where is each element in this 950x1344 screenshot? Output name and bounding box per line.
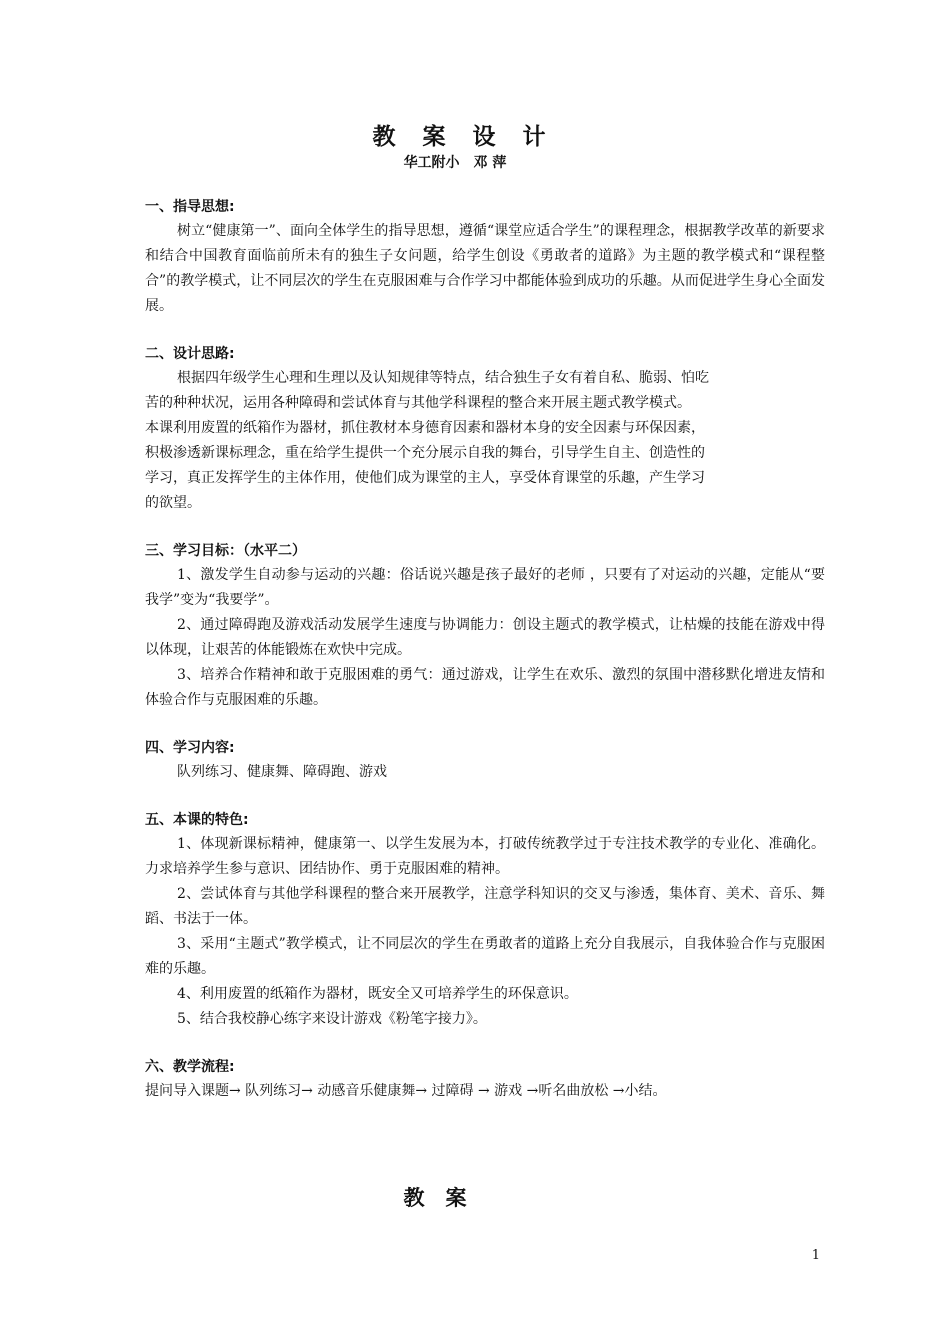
goal-item: 1、激发学生自动参与运动的兴趣：俗话说兴趣是孩子最好的老师 ，只要有了对运动的兴趣，定能从“要我学”变为“我要学”。 [145, 567, 825, 608]
section-design-idea [145, 342, 825, 516]
section-heading: 一、指导思想: [145, 199, 235, 215]
paragraph-line: 积极渗透新课标理念，重在给学生提供一个充分展示自我的舞台，引导学生自主、创造性的 [145, 445, 705, 461]
section-guiding-thought [145, 195, 825, 319]
paragraph-line: 根据四年级学生心理和生理以及认知规律等特点，结合独生子女有着自私、脆弱、怕吃 [177, 370, 709, 386]
section-heading: 四、学习内容: [145, 740, 235, 756]
document-title: 教 案 设 计 [372, 124, 548, 150]
section-learning-goals [145, 539, 825, 713]
paragraph-line: 学习，真正发挥学生的主体作用，使他们成为课堂的主人，享受体育课堂的乐趣，产生学习 [145, 470, 705, 486]
section-features [145, 808, 825, 1032]
section-heading: 三、学习目标：（水平二） [145, 543, 306, 559]
section-learning-content [145, 736, 825, 785]
paragraph-line: 本课利用废置的纸箱作为器材，抓住教材本身德育因素和器材本身的安全因素与环保因素， [145, 420, 705, 436]
paragraph: 树立“健康第一”、面向全体学生的指导思想，遵循“课堂应适合学生”的课程理念，根据教学改革的新要求和结合中国教育面临前所未有的独生子女问题，给学生创设《勇敢者的道路》为主题的教学模式和“课程整合”的教学模式，让不同层次的学生在克服困难与合作学习中都能体验到成功的乐趣。从而促进学生身心全面发展。 [145, 223, 825, 314]
section-heading: 五、本课的特色: [145, 812, 249, 828]
goal-item: 2、通过障碍跑及游戏活动发展学生速度与协调能力：创设主题式的教学模式，让枯燥的技能在游戏中得以体现，让艰苦的体能锻炼在欢快中完成。 [145, 617, 825, 658]
feature-item: 3、采用“主题式”教学模式，让不同层次的学生在勇敢者的道路上充分自我展示，自我体验合作与克服困难的乐趣。 [145, 936, 825, 977]
page-number: 1 [811, 1248, 820, 1263]
paragraph-line: 苦的种种状况，运用各种障碍和尝试体育与其他学科课程的整合来开展主题式教学模式。 [145, 395, 691, 411]
section-teaching-flow [145, 1055, 825, 1104]
lesson-plan-title: 教 案 [403, 1186, 467, 1210]
section-heading: 二、设计思路: [145, 346, 235, 362]
paragraph: 队列练习、健康舞、障碍跑、游戏 [177, 764, 387, 780]
paragraph-line: 的欲望。 [145, 495, 201, 511]
document-body [145, 195, 825, 1127]
feature-item: 5、结合我校静心练字来设计游戏《粉笔字接力》。 [177, 1011, 487, 1027]
author-line: 华工附小 邓 萍 [403, 155, 507, 171]
feature-item: 2、尝试体育与其他学科课程的整合来开展教学，注意学科知识的交叉与渗透，集体育、美术、音乐、舞蹈、书法于一体。 [145, 886, 825, 927]
teaching-flow-line: 提问导入课题→ 队列练习→ 动感音乐健康舞→ 过障碍 → 游戏 →听名曲放松 →小结。 [145, 1083, 667, 1099]
feature-item: 4、利用废置的纸箱作为器材，既安全又可培养学生的环保意识。 [177, 986, 578, 1002]
feature-item: 1、体现新课标精神，健康第一、以学生发展为本，打破传统教学过于专注技术教学的专业化、准确化。力求培养学生参与意识、团结协作、勇于克服困难的精神。 [145, 836, 825, 877]
goal-item: 3、培养合作精神和敢于克服困难的勇气：通过游戏，让学生在欢乐、激烈的氛围中潜移默化增进友情和体验合作与克服困难的乐趣。 [145, 667, 825, 708]
section-heading: 六、教学流程: [145, 1059, 235, 1075]
